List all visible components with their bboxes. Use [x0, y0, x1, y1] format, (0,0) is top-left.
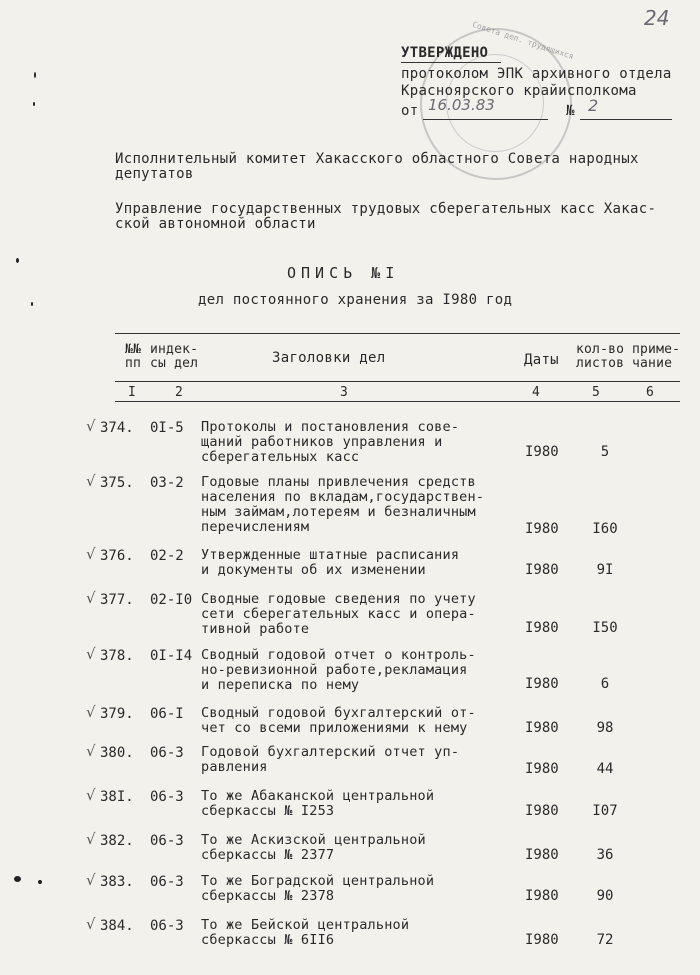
row-title-line: тивной работе [201, 621, 310, 637]
row-title-line: равления [201, 759, 268, 775]
row-number: 377. [100, 592, 134, 608]
approval-no-label: № [566, 103, 575, 119]
col-number-4: 4 [532, 385, 541, 400]
row-title-line: Сводный годовой отчет о контроль- [201, 647, 476, 663]
row-index: 06-3 [150, 789, 184, 805]
approval-number-line [580, 119, 672, 120]
org-line-1: Исполнительный комитет Хакасского областного Совета народных [115, 151, 639, 167]
header-dates: Даты [524, 352, 559, 368]
table-header-rule [115, 381, 680, 382]
row-sheet-count: 9I [596, 562, 614, 578]
checkmark-icon: √ [86, 786, 96, 804]
row-title-line: чет со всеми приложениями к нему [201, 720, 468, 736]
page-number: 24 [644, 6, 670, 30]
row-sheet-count: 98 [596, 720, 614, 736]
row-number: 380. [100, 745, 134, 761]
header-index: индек- сы дел [150, 342, 199, 371]
approval-date: 16.03.83 [428, 96, 495, 114]
binding-mark [38, 880, 42, 884]
row-date: I980 [525, 720, 559, 736]
checkmark-icon: √ [86, 645, 96, 663]
row-sheet-count: I07 [592, 803, 618, 819]
row-title [201, 833, 426, 863]
row-index: 06-3 [150, 833, 184, 849]
row-title-line: перечислениям [201, 519, 310, 535]
col-number-3: 3 [340, 385, 349, 400]
row-title-line: То же Бейской центральной [201, 917, 410, 933]
row-index: 06-3 [150, 918, 184, 934]
checkmark-icon: √ [86, 703, 96, 721]
row-index: 02-I0 [150, 592, 193, 608]
row-date: I980 [525, 521, 559, 537]
row-title-line: Годовой бухгалтерский отчет уп- [201, 744, 460, 760]
row-date: I980 [525, 444, 559, 460]
row-title-line: и переписка по нему [201, 677, 360, 693]
approval-date-line [423, 119, 548, 120]
row-number: 374. [100, 420, 134, 436]
row-title-line: сети сберегательных касс и опера- [201, 606, 476, 622]
approval-number: 2 [588, 96, 599, 115]
row-title-line: То же Боградской центральной [201, 873, 435, 889]
row-date: I980 [525, 932, 559, 948]
checkmark-icon: √ [86, 589, 96, 607]
binding-mark [16, 258, 19, 263]
row-title [201, 789, 434, 819]
row-sheet-count: 6 [600, 676, 610, 692]
row-number: 375. [100, 475, 134, 491]
row-date: I980 [525, 620, 559, 636]
row-sheet-count: I50 [592, 620, 618, 636]
row-title [201, 918, 409, 948]
row-title-line: То же Аскизской центральной [201, 832, 426, 848]
row-title-line: Годовые планы привлечения средств [201, 474, 476, 490]
row-number: 384. [100, 918, 134, 934]
binding-mark [33, 102, 35, 106]
header-note: приме- чание [632, 342, 681, 371]
checkmark-icon: √ [86, 417, 96, 435]
header-num: №№ пп [125, 342, 142, 371]
table-top-rule [115, 333, 680, 334]
checkmark-icon: √ [86, 915, 96, 933]
col-number-2: 2 [175, 385, 184, 400]
col-number-1: I [128, 385, 137, 400]
approval-title-underline [401, 62, 501, 63]
approval-line-2: Красноярского крайисполкома [401, 83, 637, 99]
row-sheet-count: 72 [596, 932, 614, 948]
row-title-line: Сводные годовые сведения по учету [201, 591, 476, 607]
checkmark-icon: √ [86, 871, 96, 889]
binding-mark [31, 302, 33, 306]
row-title-line: но-ревизионной работе,рекламация [201, 662, 468, 678]
row-sheet-count: I60 [592, 521, 618, 537]
row-index: 06-I [150, 706, 184, 722]
row-index: 06-3 [150, 745, 184, 761]
col-number-6: 6 [646, 385, 655, 400]
stamp-text: Совета деп. трудящихся [471, 19, 575, 62]
row-date: I980 [525, 888, 559, 904]
row-number: 379. [100, 706, 134, 722]
row-date: I980 [525, 847, 559, 863]
table-colnum-rule [115, 401, 680, 402]
row-title-line: Протоколы и постановления сове- [201, 419, 460, 435]
row-title-line: и документы об их изменении [201, 562, 426, 578]
checkmark-icon: √ [86, 472, 96, 490]
row-title-line: Сводный годовой бухгалтерский от- [201, 705, 476, 721]
checkmark-icon: √ [86, 742, 96, 760]
row-title [201, 706, 476, 736]
checkmark-icon: √ [86, 545, 96, 563]
header-title: Заголовки дел [272, 350, 386, 366]
row-index: 02-2 [150, 548, 184, 564]
approval-line-1: протоколом ЭПК архивного отдела [401, 66, 672, 82]
row-number: 38I. [100, 789, 134, 805]
row-date: I980 [525, 562, 559, 578]
approval-title: УТВЕРЖДЕНО [401, 45, 489, 61]
row-number: 382. [100, 833, 134, 849]
col-number-5: 5 [592, 385, 601, 400]
org-line-2: депутатов [115, 166, 194, 182]
row-title [201, 420, 459, 465]
inventory-title: ОПИСЬ №I [287, 264, 400, 282]
row-date: I980 [525, 761, 559, 777]
row-title-line: сберегательных касс [201, 449, 360, 465]
row-sheet-count: 5 [600, 444, 610, 460]
checkmark-icon: √ [86, 830, 96, 848]
row-title [201, 475, 484, 535]
row-date: I980 [525, 676, 559, 692]
row-title-line: населения по вкладам,государствен- [201, 489, 485, 505]
row-index: 0I-I4 [150, 648, 193, 664]
row-number: 383. [100, 874, 134, 890]
row-index: 06-3 [150, 874, 184, 890]
row-title [201, 548, 459, 578]
row-index: 03-2 [150, 475, 184, 491]
row-title [201, 592, 476, 637]
row-index: 0I-5 [150, 420, 184, 436]
row-date: I980 [525, 803, 559, 819]
row-title [201, 874, 434, 904]
row-number: 378. [100, 648, 134, 664]
inventory-subtitle: дел постоянного хранения за I980 год [198, 292, 513, 308]
row-sheet-count: 36 [596, 847, 614, 863]
row-title-line: То же Абаканской центральной [201, 788, 435, 804]
row-title-line: сберкассы № 2378 [201, 888, 335, 904]
binding-mark [34, 72, 36, 78]
row-title [201, 648, 476, 693]
row-number: 376. [100, 548, 134, 564]
binding-mark [14, 876, 21, 882]
row-title-line: сберкассы № 2377 [201, 847, 335, 863]
row-title-line: ным займам,лотереям и безналичным [201, 504, 476, 520]
row-title-line: Утвержденные штатные расписания [201, 547, 460, 563]
header-count: кол-во листов [576, 342, 625, 371]
row-title-line: сберкассы № 6II6 [201, 932, 335, 948]
dept-line-2: ской автономной области [115, 216, 316, 232]
row-sheet-count: 90 [596, 888, 614, 904]
row-title-line: щаний работников управления и [201, 434, 443, 450]
approval-from-label: от [401, 103, 419, 119]
row-title [201, 745, 459, 775]
row-title-line: сберкассы № I253 [201, 803, 335, 819]
dept-line-1: Управление государственных трудовых сберегательных касс Хакас- [115, 201, 657, 217]
row-sheet-count: 44 [596, 761, 614, 777]
